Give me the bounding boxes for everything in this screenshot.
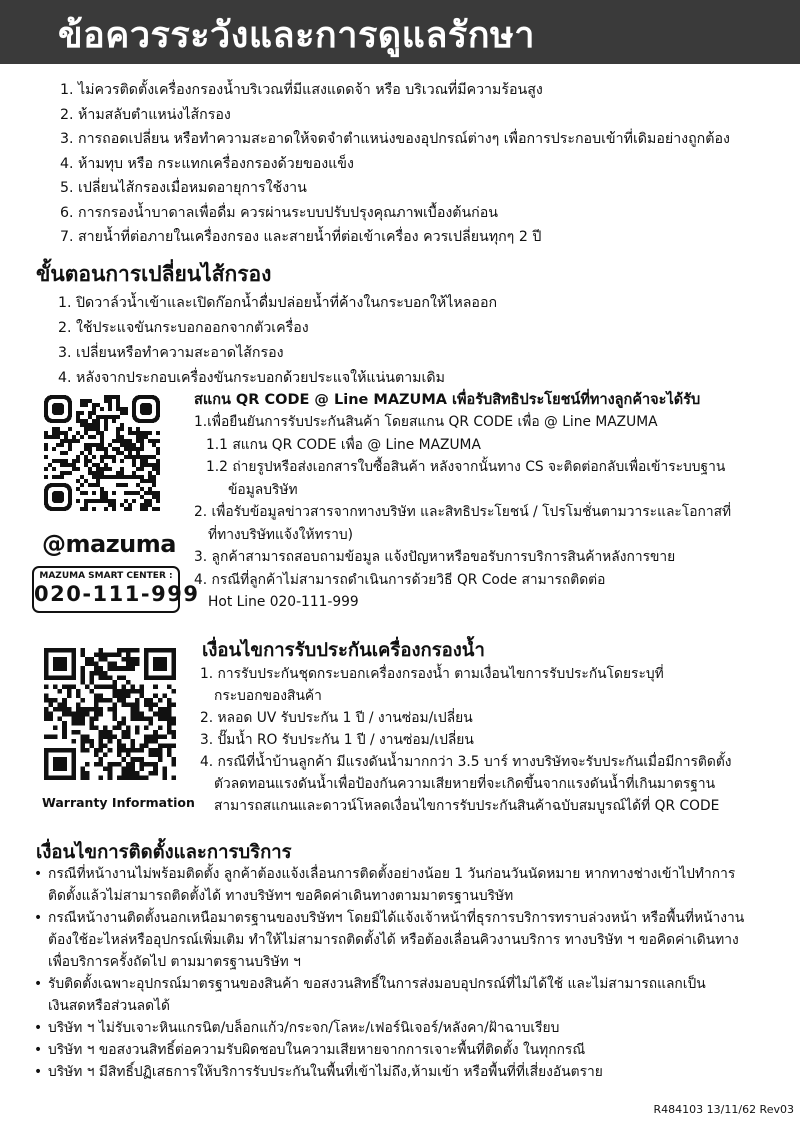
- list-item: 3. ปั๊มน้ำ RO รับประกัน 1 ปี / งานซ่อม/เปลี่ยน: [200, 732, 474, 748]
- list-item-continuation: ข้อมูลบริษัท: [228, 481, 298, 498]
- list-item: • บริษัท ฯ มีสิทธิ์ปฏิเสธการให้บริการรับประกันในพื้นที่เข้าไม่ถึง,ห้ามเข้า หรือพื้นที่ที่เสี่ยงอันตราย: [34, 1061, 744, 1083]
- list-item: 3. เปลี่ยนหรือทำความสะอาดไส้กรอง: [58, 345, 284, 361]
- bullet: •: [34, 910, 43, 926]
- list-item: 7. สายน้ำที่ต่อภายในเครื่องกรอง และสายน้ำที่ต่อเข้าเครื่อง ควรเปลี่ยนทุกๆ 2 ปี: [60, 229, 542, 245]
- list-item-continuation: ตัวลดทอนแรงดันน้ำเพื่อป้องกันความเสียหายที่จะเกิดขึ้นจากแรงดันน้ำที่เกินมาตรฐาน: [214, 776, 716, 792]
- list-item-continuation: เพื่อบริการครั้งถัดไป ตามมาตรฐานบริษัท ฯ: [48, 954, 301, 970]
- bullet: •: [34, 1020, 43, 1036]
- list-item-continuation: สามารถสแกนและดาวน์โหลดเงื่อนไขการรับประกันสินค้าฉบับสมบูรณ์ได้ที่ QR CODE: [214, 798, 720, 814]
- bullet: •: [34, 1042, 43, 1058]
- smart-center-label: MAZUMA SMART CENTER :: [39, 571, 173, 581]
- list-item: 4. ห้ามทุบ หรือ กระแทกเครื่องกรองด้วยของแข็ง: [60, 155, 354, 172]
- list-item-continuation: Hot Line 020-111-999: [208, 594, 359, 610]
- list-item: 1.2 ถ่ายรูปหรือส่งเอกสารใบซื้อสินค้า หลังจากนั้นทาง CS จะติดต่อกลับเพื่อเข้าระบบฐาน: [206, 459, 726, 475]
- list-item: 1. การรับประกันชุดกระบอกเครื่องกรองน้ำ ตามเงื่อนไขการรับประกันโดยระบุที่: [200, 666, 664, 682]
- line-qr-title: สแกน QR CODE @ Line MAZUMA เพื่อรับสิทธิประโยชน์ที่ทางลูกค้าจะได้รับ: [194, 392, 701, 408]
- care-list: [60, 78, 730, 250]
- warranty-qr-label: Warranty Information: [42, 795, 195, 810]
- list-item: 2. หลอด UV รับประกัน 1 ปี / งานซ่อม/เปลี่ยน: [200, 710, 473, 726]
- warranty-list: [200, 663, 732, 817]
- page-header: [0, 0, 800, 64]
- list-item-continuation: ติดตั้งแล้วไม่สามารถติดตั้งได้ ทางบริษัทฯ ขอคิดค่าเดินทางตามมาตรฐานบริษัท: [48, 888, 514, 904]
- list-item: • กรณีหน้างานติดตั้งนอกเหนือมาตรฐานของบริษัทฯ โดยมิได้แจ้งเจ้าหน้าที่ธุรการบริการทราบล่วงหน้า หรือพื้นที่หน้างาน: [34, 907, 744, 929]
- list-item: 4. กรณีที่น้ำบ้านลูกค้า มีแรงดันน้ำมากกว่า 3.5 บาร์ ทางบริษัทจะรับประกันเมื่อมีการติดตั้ง: [200, 754, 732, 770]
- bullet: •: [34, 976, 43, 992]
- list-item: 1.1 สแกน QR CODE เพื่อ @ Line MAZUMA: [206, 436, 481, 453]
- list-item-continuation: กระบอกของสินค้า: [214, 688, 322, 704]
- list-item: 2. เพื่อรับข้อมูลข่าวสารจากทางบริษัท และสิทธิประโยชน์ / โปรโมชั่นตามวาระและโอกาสที่: [194, 504, 732, 520]
- filter-change-list: [58, 291, 497, 391]
- list-item-continuation: ที่ทางบริษัทแจ้งให้ทราบ): [208, 526, 353, 543]
- page-title: ข้อควรระวังและการดูแลรักษา: [58, 15, 535, 56]
- list-item: 1. ปิดวาล์วน้ำเข้าและเปิดก๊อกน้ำดื่มปล่อยน้ำที่ค้างในกระบอกให้ไหลออก: [58, 295, 498, 311]
- bullet: •: [34, 866, 43, 882]
- list-item: 6. การกรองน้ำบาดาลเพื่อดื่ม ควรผ่านระบบปรับปรุงคุณภาพเบื้องต้นก่อน: [60, 204, 498, 221]
- list-item: 1. ไม่ควรติดตั้งเครื่องกรองน้ำบริเวณที่มีแสงแดดจ้า หรือ บริเวณที่มีความร้อนสูง: [60, 82, 543, 98]
- list-item: • กรณีที่หน้างานไม่พร้อมติดตั้ง ลูกค้าต้องแจ้งเลื่อนการติดตั้งอย่างน้อย 1 วันก่อนวันนัดหมาย หากทางช่างเข้าไปทำการ: [34, 863, 744, 885]
- bullet: •: [34, 1064, 43, 1080]
- mazuma-line-handle: @mazuma: [42, 530, 176, 558]
- filter-change-title: ขั้นตอนการเปลี่ยนไส้กรอง: [36, 262, 272, 286]
- list-item: • บริษัท ฯ ขอสงวนสิทธิ์ต่อความรับผิดชอบในความเสียหายจากการเจาะพื้นที่ติดตั้ง ในทุกกรณี: [34, 1039, 744, 1061]
- list-item: 4. หลังจากประกอบเครื่องขันกระบอกด้วยประแจให้แน่นตามเดิม: [58, 370, 445, 386]
- list-item: 3. การถอดเปลี่ยน หรือทำความสะอาดให้จดจำตำแหน่งของอุปกรณ์ต่างๆ เพื่อการประกอบเข้าที่เดิมอย่างถูกต้อง: [60, 131, 730, 147]
- line-qr-steps: [194, 411, 731, 614]
- line-qr-code[interactable]: [44, 395, 160, 511]
- document-code: R484103 13/11/62 Rev03: [653, 1103, 794, 1116]
- smart-center-box: [32, 566, 200, 613]
- list-item: • รับติดตั้งเฉพาะอุปกรณ์มาตรฐานของสินค้า ขอสงวนสิทธิ์ในการส่งมอบอุปกรณ์ที่ไม่ได้ใช้ และไม่สามารถแลกเป็น: [34, 973, 744, 995]
- list-item: 1.เพื่อยืนยันการรับประกันสินค้า โดยสแกน QR CODE เพื่อ @ Line MAZUMA: [194, 414, 658, 430]
- install-title: เงื่อนไขการติดตั้งและการบริการ: [36, 842, 292, 863]
- list-item: 5. เปลี่ยนไส้กรองเมื่อหมดอายุการใช้งาน: [60, 180, 307, 196]
- list-item: • บริษัท ฯ ไม่รับเจาะหินแกรนิต/บล็อกแก้ว/กระจก/โลหะ/เฟอร์นิเจอร์/หลังคา/ฝ้าฉาบเรียบ: [34, 1017, 744, 1039]
- warranty-qr-code[interactable]: [44, 648, 176, 780]
- list-item: 4. กรณีที่ลูกค้าไม่สามารถดำเนินการด้วยวิธี QR Code สามารถติดต่อ: [194, 571, 606, 588]
- install-list: [34, 863, 744, 1083]
- list-item-continuation: เงินสดหรือส่วนลดได้: [48, 998, 170, 1014]
- list-item: 3. ลูกค้าสามารถสอบถามข้อมูล แจ้งปัญหาหรือขอรับการบริการสินค้าหลังการขาย: [194, 549, 676, 565]
- warranty-title: เงื่อนไขการรับประกันเครื่องกรองน้ำ: [202, 640, 485, 661]
- list-item: 2. ห้ามสลับตำแหน่งไส้กรอง: [60, 106, 231, 123]
- smart-center-phone: 020-111-999: [34, 582, 200, 606]
- list-item-continuation: ต้องใช้อะไหล่หรืออุปกรณ์เพิ่มเติม ทำให้ไม่สามารถติดตั้งได้ หรือต้องเลื่อนคิวงานบริการ ทางบริษัท ฯ ขอคิดค่าเดินทาง: [48, 932, 739, 948]
- list-item: 2. ใช้ประแจขันกระบอกออกจากตัวเครื่อง: [58, 320, 309, 336]
